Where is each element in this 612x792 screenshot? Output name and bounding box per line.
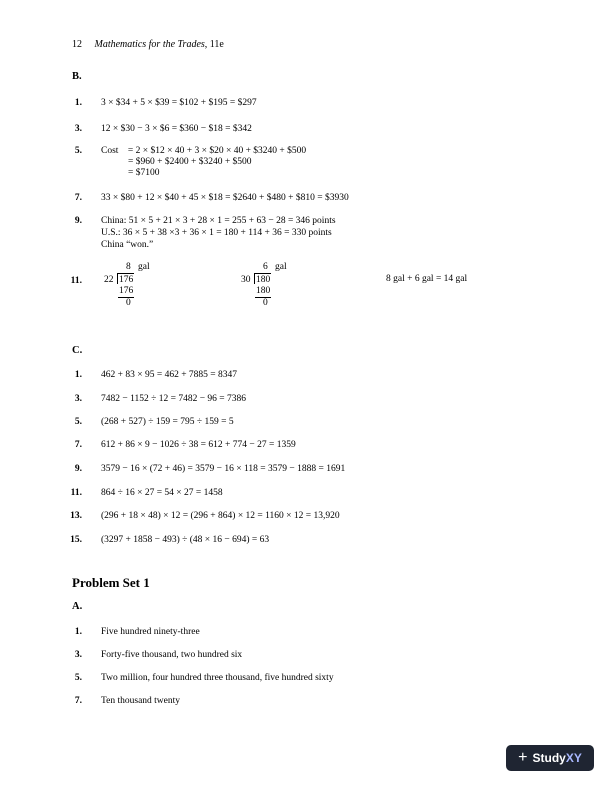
long-division-1 bbox=[100, 262, 160, 312]
c-item-text: 462 + 83 × 95 = 462 + 7885 = 8347 bbox=[101, 370, 238, 380]
problem-set-section-a-label: A. bbox=[72, 601, 83, 612]
c-item-text: (268 + 527) ÷ 159 = 795 ÷ 159 = 5 bbox=[101, 417, 234, 427]
b-item-1-number: 1. bbox=[74, 98, 82, 108]
b-item-9-line-3: China “won.” bbox=[101, 240, 154, 250]
div2-product: 180 bbox=[256, 286, 271, 296]
c-item-text: (3297 + 1858 − 493) ÷ (48 × 16 − 694) = 63 bbox=[101, 535, 270, 545]
section-c-label: C. bbox=[72, 345, 83, 356]
c-item-number: 3. bbox=[74, 394, 82, 404]
book-edition: , 11e bbox=[204, 39, 224, 50]
b-item-9-number: 9. bbox=[74, 216, 82, 226]
b-item-3-number: 3. bbox=[74, 124, 82, 134]
b-item-11-result: 8 gal + 6 gal = 14 gal bbox=[386, 274, 468, 284]
c-item-number: 11. bbox=[70, 488, 82, 498]
div1-product: 176 bbox=[119, 286, 134, 296]
c-item-text: 864 ÷ 16 × 27 = 54 × 27 = 1458 bbox=[101, 488, 223, 498]
div2-divisor: 30 bbox=[241, 275, 251, 285]
ps-item-number: 3. bbox=[74, 650, 82, 660]
problem-set-title: Problem Set 1 bbox=[72, 575, 150, 590]
div2-dividend: 180 bbox=[256, 275, 271, 285]
b-item-3-text: 12 × $30 − 3 × $6 = $360 − $18 = $342 bbox=[101, 124, 252, 134]
div1-divisor: 22 bbox=[104, 275, 114, 285]
div1-remainder: 0 bbox=[126, 298, 131, 308]
div2-remainder: 0 bbox=[263, 298, 268, 308]
div1-quotient: 8 bbox=[126, 262, 131, 272]
section-b-label: B. bbox=[72, 71, 82, 82]
book-title: Mathematics for the Trades bbox=[94, 39, 205, 50]
c-item-number: 5. bbox=[74, 417, 82, 427]
b-item-11-number: 11. bbox=[70, 276, 82, 286]
logo-brand: Study bbox=[532, 751, 566, 765]
c-item-number: 13. bbox=[70, 511, 82, 521]
page-number: 12 bbox=[72, 39, 82, 50]
long-division-2 bbox=[237, 262, 297, 312]
ps-item-text: Two million, four hundred three thousand, five hundred sixty bbox=[101, 673, 334, 683]
b-item-5-line-2: = $960 + $2400 + $3240 + $500 bbox=[128, 157, 252, 167]
c-item-text: 3579 − 16 × (72 + 46) = 3579 − 16 × 118 = 3579 − 1888 = 1691 bbox=[101, 464, 346, 474]
c-item-number: 1. bbox=[74, 370, 82, 380]
b-item-7-number: 7. bbox=[74, 193, 82, 203]
ps-item-number: 7. bbox=[74, 696, 82, 706]
c-item-text: 7482 − 1152 ÷ 12 = 7482 − 96 = 7386 bbox=[101, 394, 247, 404]
studyxy-logo bbox=[506, 745, 594, 771]
ps-item-number: 5. bbox=[74, 673, 82, 683]
b-item-9-line-2: U.S.: 36 × 5 + 38 ×3 + 36 × 1 = 180 + 114 + 36 = 330 points bbox=[101, 228, 332, 238]
c-item-number: 15. bbox=[70, 535, 82, 545]
ps-item-text: Five hundred ninety-three bbox=[101, 627, 200, 637]
b-item-1-text: 3 × $34 + 5 × $39 = $102 + $195 = $297 bbox=[101, 98, 257, 108]
plus-icon: + bbox=[518, 749, 528, 766]
ps-item-number: 1. bbox=[74, 627, 82, 637]
page-header bbox=[72, 39, 224, 50]
ps-item-text: Ten thousand twenty bbox=[101, 696, 181, 706]
c-item-number: 9. bbox=[74, 464, 82, 474]
c-item-text: 612 + 86 × 9 − 1026 ÷ 38 = 612 + 774 − 27 = 1359 bbox=[101, 440, 296, 450]
b-item-5-line-1: Cost = 2 × $12 × 40 + 3 × $20 × 40 + $3240 + $500 bbox=[101, 146, 307, 156]
logo-brand-suffix: XY bbox=[565, 751, 582, 765]
ps-item-text: Forty-five thousand, two hundred six bbox=[101, 650, 243, 660]
b-item-7-text: 33 × $80 + 12 × $40 + 45 × $18 = $2640 + $480 + $810 = $3930 bbox=[101, 193, 349, 203]
c-item-text: (296 + 18 × 48) × 12 = (296 + 864) × 12 = 1160 × 12 = 13,920 bbox=[101, 511, 340, 521]
div2-quotient: 6 bbox=[263, 262, 268, 272]
c-item-number: 7. bbox=[74, 440, 82, 450]
div1-dividend: 176 bbox=[119, 275, 134, 285]
div2-unit: gal bbox=[275, 262, 287, 272]
b-item-5-number: 5. bbox=[74, 146, 82, 156]
b-item-5-line-3: = $7100 bbox=[128, 168, 160, 178]
div1-unit: gal bbox=[138, 262, 150, 272]
b-item-9-line-1: China: 51 × 5 + 21 × 3 + 28 × 1 = 255 + 63 − 28 = 346 points bbox=[101, 216, 336, 226]
